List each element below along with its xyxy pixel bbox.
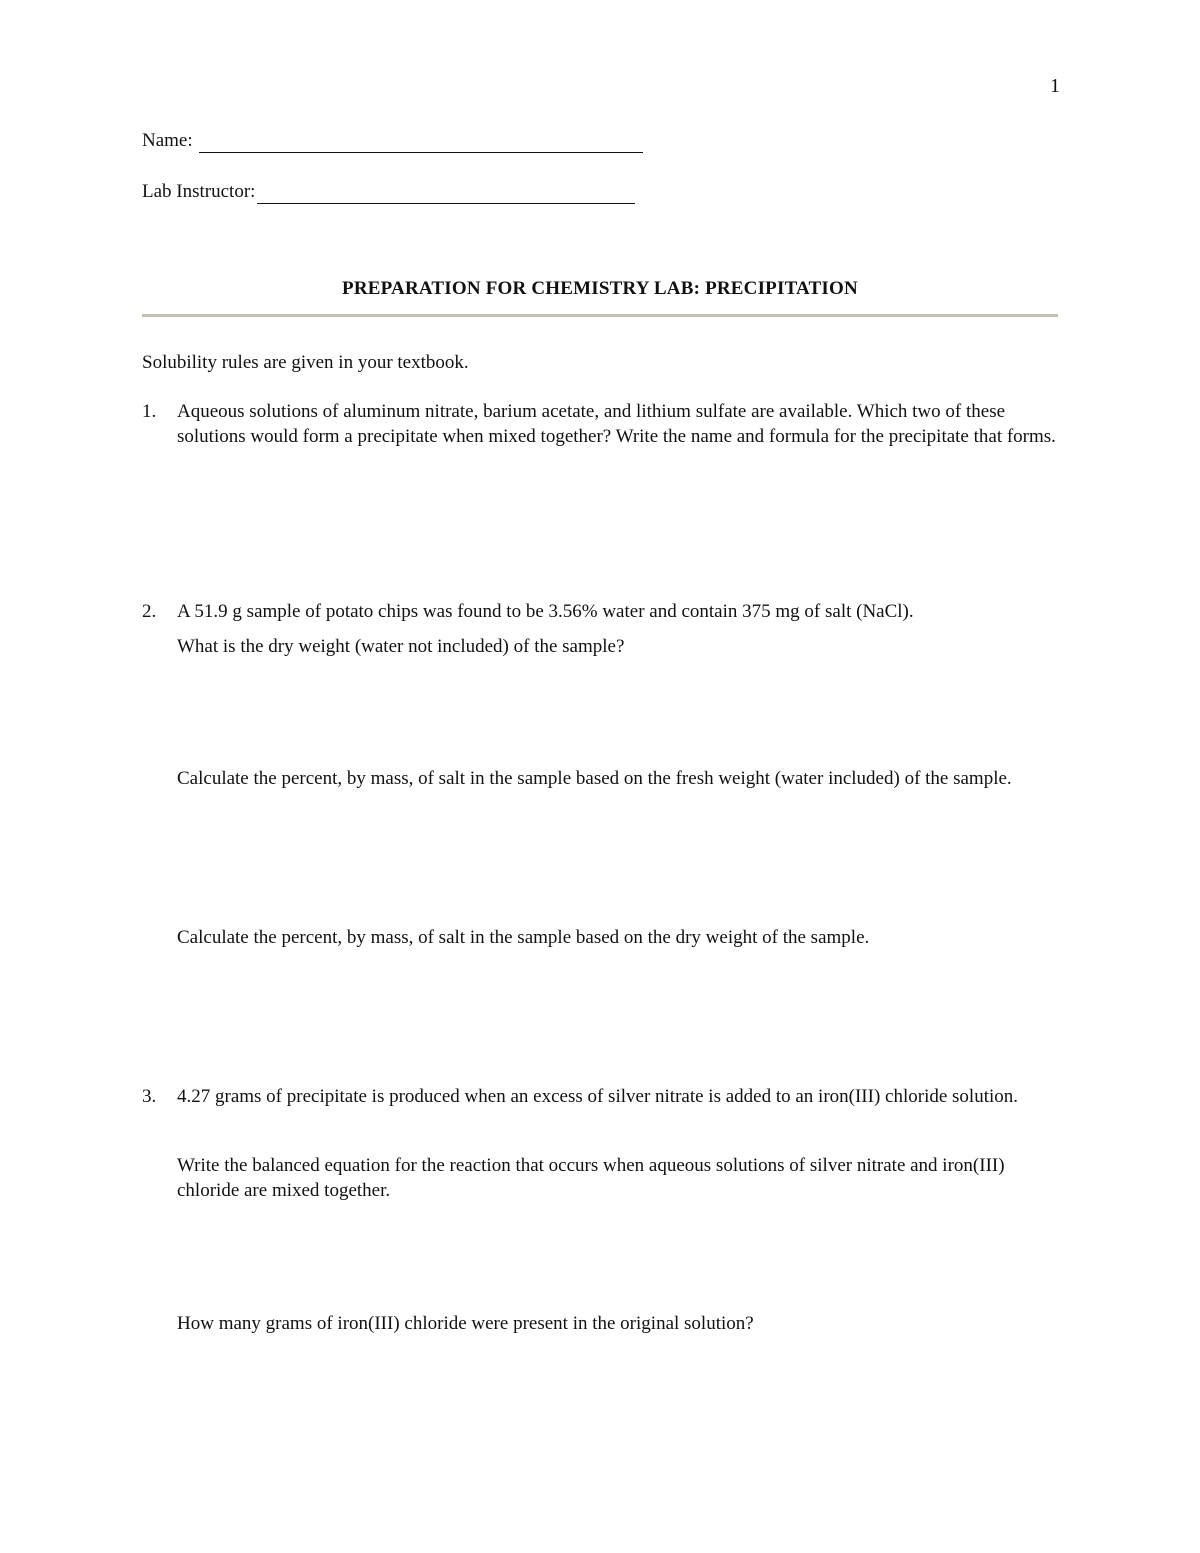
page-title: PREPARATION FOR CHEMISTRY LAB: PRECIPITATION: [342, 278, 858, 299]
page-number: 1: [1050, 75, 1060, 97]
name-blank[interactable]: [199, 132, 643, 153]
question-number: 2.: [142, 601, 157, 622]
name-field: [142, 128, 643, 153]
question-1: [142, 399, 1058, 449]
question-3-part-b: How many grams of iron(III) chloride were present in the original solution?: [177, 1313, 754, 1334]
lab-instructor-blank[interactable]: [257, 183, 635, 204]
question-number: 1.: [142, 401, 157, 422]
lab-instructor-field: [142, 179, 635, 204]
question-2: [142, 599, 1058, 624]
title-divider: [142, 314, 1058, 317]
question-2-part-a: What is the dry weight (water not included) of the sample?: [177, 636, 625, 657]
question-2-part-b: Calculate the percent, by mass, of salt in the sample based on the fresh weight (water included) of the sample.: [177, 768, 1012, 789]
question-3: [142, 1084, 1058, 1109]
name-label: Name:: [142, 130, 193, 151]
question-3-part-a: Write the balanced equation for the reaction that occurs when aqueous solutions of silver nitrate and iron(III) chloride are mixed together.: [177, 1155, 1005, 1202]
lab-instructor-label: Lab Instructor:: [142, 181, 256, 202]
question-text: A 51.9 g sample of potato chips was found to be 3.56% water and contain 375 mg of salt (NaCl).: [177, 601, 914, 622]
intro-text: Solubility rules are given in your textbook.: [142, 352, 469, 373]
question-text: 4.27 grams of precipitate is produced when an excess of silver nitrate is added to an iron(III) chloride solution.: [177, 1086, 1019, 1107]
question-text: Aqueous solutions of aluminum nitrate, barium acetate, and lithium sulfate are available. Which two of these solutions would form a precipitate when mixed together? Write the name and formula for the precipitate that forms.: [177, 401, 1056, 448]
question-number: 3.: [142, 1086, 157, 1107]
question-2-part-c: Calculate the percent, by mass, of salt in the sample based on the dry weight of the sample.: [177, 927, 870, 948]
